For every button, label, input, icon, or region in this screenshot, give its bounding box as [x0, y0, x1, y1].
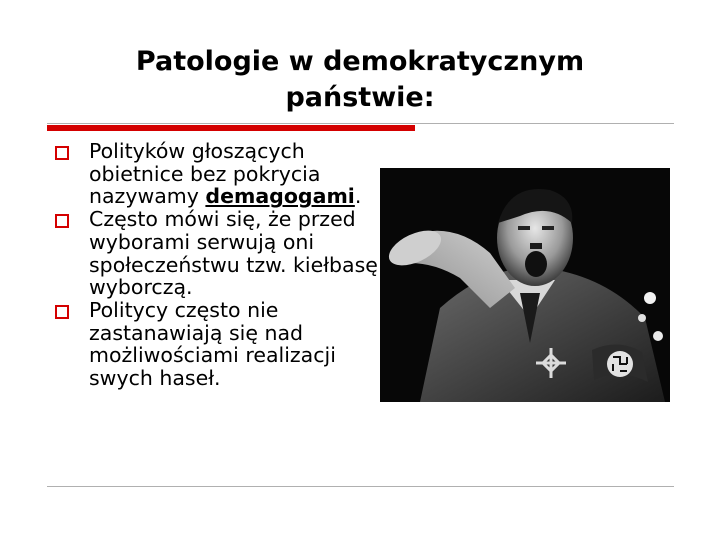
- bullet-list: [52, 140, 382, 390]
- bullet-text: Często mówi się, że przed wyborami serwują oni społeczeństwu tzw. kiełbasę wyborczą.: [89, 207, 378, 300]
- title-divider-thin: [47, 123, 674, 124]
- bullet-item-3: [52, 299, 382, 390]
- footer-divider: [47, 486, 674, 487]
- hollow-square-icon: [55, 214, 69, 228]
- bullet-item-1: [52, 140, 382, 208]
- bullet-text-end: .: [354, 184, 362, 209]
- speaker-photo: [380, 168, 670, 402]
- speaker-photo-illustration: [380, 168, 670, 402]
- bullet-emphasis: demagogami: [205, 184, 355, 209]
- bullet-text: Polityków głoszących obietnice bez pokrycia nazywamy: [89, 139, 321, 209]
- hollow-square-icon: [55, 305, 69, 319]
- slide-title: Patologie w demokratycznym państwie:: [135, 46, 585, 113]
- title-divider-accent: [47, 125, 415, 131]
- hollow-square-icon: [55, 146, 69, 160]
- bullet-text: Politycy często nie zastanawiają się nad możliwościami realizacji swych haseł.: [89, 297, 336, 391]
- bullet-item-2: [52, 208, 382, 299]
